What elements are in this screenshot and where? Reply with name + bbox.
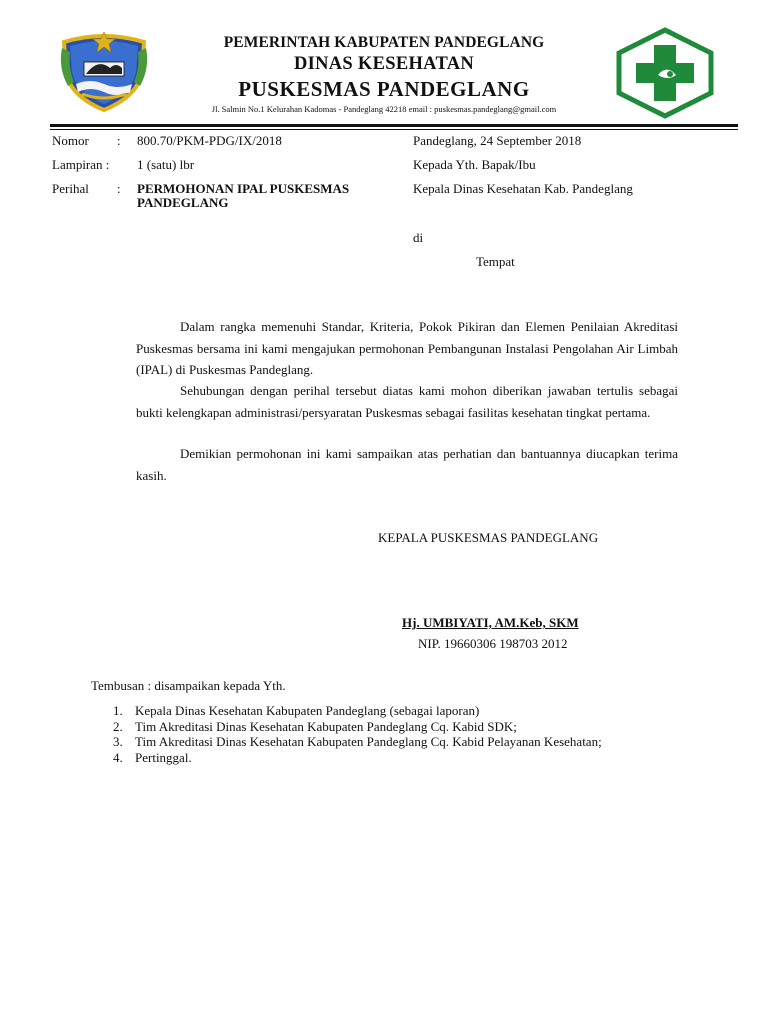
list-item-number: 2. xyxy=(113,718,123,734)
body-paragraph-1-text: Dalam rangka memenuhi Standar, Kriteria, Pokok Pikiran dan Elemen Penilaian Akreditasi Puskesmas bersama ini kami mengajukan permohonan Pembangunan Instalasi Pengolahan Air Limbah (IPAL) di Puskesmas Pandeglang. xyxy=(136,319,678,377)
letter-date: Pandeglang, 24 September 2018 xyxy=(413,133,582,148)
body-paragraph-3-text: Demikian permohonan ini kami sampaikan atas perhatian dan bantuannya diucapkan terima kasih. xyxy=(136,446,678,483)
list-item xyxy=(113,734,602,750)
list-item-text: Tim Akreditasi Dinas Kesehatan Kabupaten Pandeglang Cq. Kabid Pelayanan Kesehatan; xyxy=(135,734,602,749)
perihal-value-cont: PANDEGLANG xyxy=(137,195,229,210)
lampiran-label: Lampiran : xyxy=(52,157,110,172)
nomor-colon: : xyxy=(117,133,121,148)
perihal-label: Perihal xyxy=(52,181,89,196)
cc-list xyxy=(113,703,602,765)
regency-crest-icon xyxy=(58,28,150,112)
recipient-di: di xyxy=(413,230,424,245)
body-paragraph-2-text: Sehubungan dengan perihal tersebut diatas kami mohon diberikan jawaban tertulis sebagai bukti kelengkapan administrasi/persyaratan Puskesmas sebagai fasilitas kesehatan tingkat pertama. xyxy=(136,383,678,420)
header-institution-line: PUSKESMAS PANDEGLANG xyxy=(238,77,530,101)
perihal-value: PERMOHONAN IPAL PUSKESMAS xyxy=(137,181,350,196)
header-rule-thick xyxy=(50,124,738,127)
nomor-label: Nomor xyxy=(52,133,89,148)
list-item-text: Pertinggal. xyxy=(135,749,192,765)
list-item-text: Kepala Dinas Kesehatan Kabupaten Pandeglang (sebagai laporan) xyxy=(135,703,480,718)
list-item-number: 1. xyxy=(113,703,123,718)
list-item xyxy=(113,703,602,719)
perihal-colon: : xyxy=(117,181,121,196)
header-agency-line: DINAS KESEHATAN xyxy=(293,54,475,74)
body-paragraph-2 xyxy=(136,380,678,423)
header-government-line: PEMERINTAH KABUPATEN PANDEGLANG xyxy=(223,34,545,51)
list-item-text: Tim Akreditasi Dinas Kesehatan Kabupaten Pandeglang Cq. Kabid SDK; xyxy=(135,718,517,734)
list-item-number: 4. xyxy=(113,749,123,765)
signatory-nip: NIP. 19660306 198703 2012 xyxy=(418,636,568,651)
header-address: Jl. Salmin No.1 Kelurahan Kadomas - Pandeglang 42218 email : puskesmas.pandeglang@gmail.com xyxy=(211,104,557,114)
nomor-value: 800.70/PKM-PDG/IX/2018 xyxy=(137,133,282,148)
recipient-office: Kepala Dinas Kesehatan Kab. Pandeglang xyxy=(413,181,633,196)
body-paragraph-1 xyxy=(136,316,678,381)
signatory-name: Hj. UMBIYATI, AM.Keb, SKM xyxy=(402,615,579,630)
list-item xyxy=(113,719,602,735)
body-paragraph-3 xyxy=(136,443,678,486)
cc-heading: Tembusan : disampaikan kepada Yth. xyxy=(91,678,286,693)
lampiran-value: 1 (satu) lbr xyxy=(137,157,195,172)
health-cross-logo-icon xyxy=(614,27,716,119)
list-item-number: 3. xyxy=(113,734,123,749)
signature-title: KEPALA PUSKESMAS PANDEGLANG xyxy=(378,530,599,545)
list-item xyxy=(113,750,602,766)
recipient-salutation: Kepada Yth. Bapak/Ibu xyxy=(413,157,536,172)
header-rule-thin xyxy=(50,129,738,130)
recipient-place: Tempat xyxy=(476,254,515,269)
